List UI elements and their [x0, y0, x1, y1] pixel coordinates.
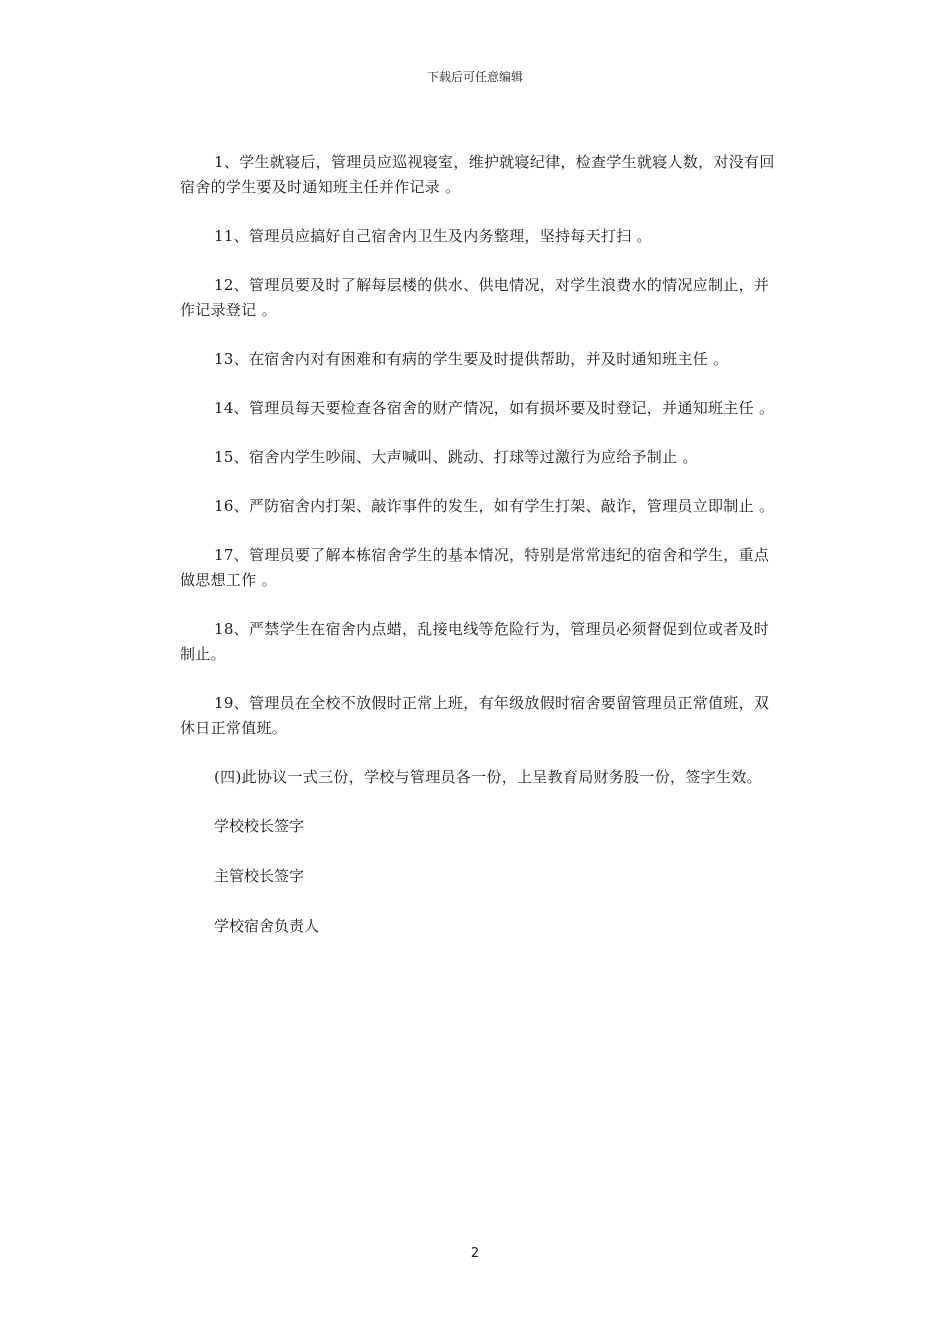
paragraph-item-18: 18、严禁学生在宿舍内点蜡，乱接电线等危险行为，管理员必须督促到位或者及时制止。: [180, 620, 770, 663]
signature-dormitory-head: 学校宿舍负责人: [214, 917, 320, 935]
page-header-note: 下载后可任意编辑: [426, 70, 523, 84]
paragraph-item-1: 1、学生就寝后，管理员应巡视寝室，维护就寝纪律，检查学生就寝人数，对没有回宿舍的学生要及时通知班主任并作记录 。: [180, 153, 775, 196]
signature-supervising-principal: 主管校长签字: [214, 867, 305, 885]
paragraph-item-12: 12、管理员要及时了解每层楼的供水、供电情况，对学生浪费水的情况应制止，并作记录登记 。: [180, 276, 770, 319]
paragraph-item-17: 17、管理员要了解本栋宿舍学生的基本情况，特别是常常违纪的宿舍和学生，重点做思想工作 。: [180, 546, 770, 589]
paragraph-item-13: 13、在宿舍内对有困难和有病的学生要及时提供帮助，并及时通知班主任 。: [214, 350, 729, 368]
document-body: [180, 150, 780, 964]
paragraph-item-14: 14、管理员每天要检查各宿舍的财产情况，如有损坏要及时登记，并通知班主任 。: [214, 399, 775, 417]
paragraph-agreement-copies: (四)此协议一式三份，学校与管理员各一份，上呈教育局财务股一份，签字生效。: [214, 768, 762, 786]
paragraph-item-15: 15、宿舍内学生吵闹、大声喊叫、跳动、打球等过激行为应给予制止 。: [214, 448, 698, 466]
paragraph-item-16: 16、严防宿舍内打架、敲诈事件的发生，如有学生打架、敲诈，管理员立即制止 。: [214, 497, 775, 515]
paragraph-item-19: 19、管理员在全校不放假时正常上班，有年级放假时宿舍要留管理员正常值班，双休日正常值班。: [180, 694, 770, 737]
page-number: 2: [470, 1246, 480, 1261]
signature-principal: 学校校长签字: [214, 817, 305, 835]
paragraph-item-11: 11、管理员应搞好自己宿舍内卫生及内务整理，坚持每天打扫 。: [214, 227, 652, 245]
